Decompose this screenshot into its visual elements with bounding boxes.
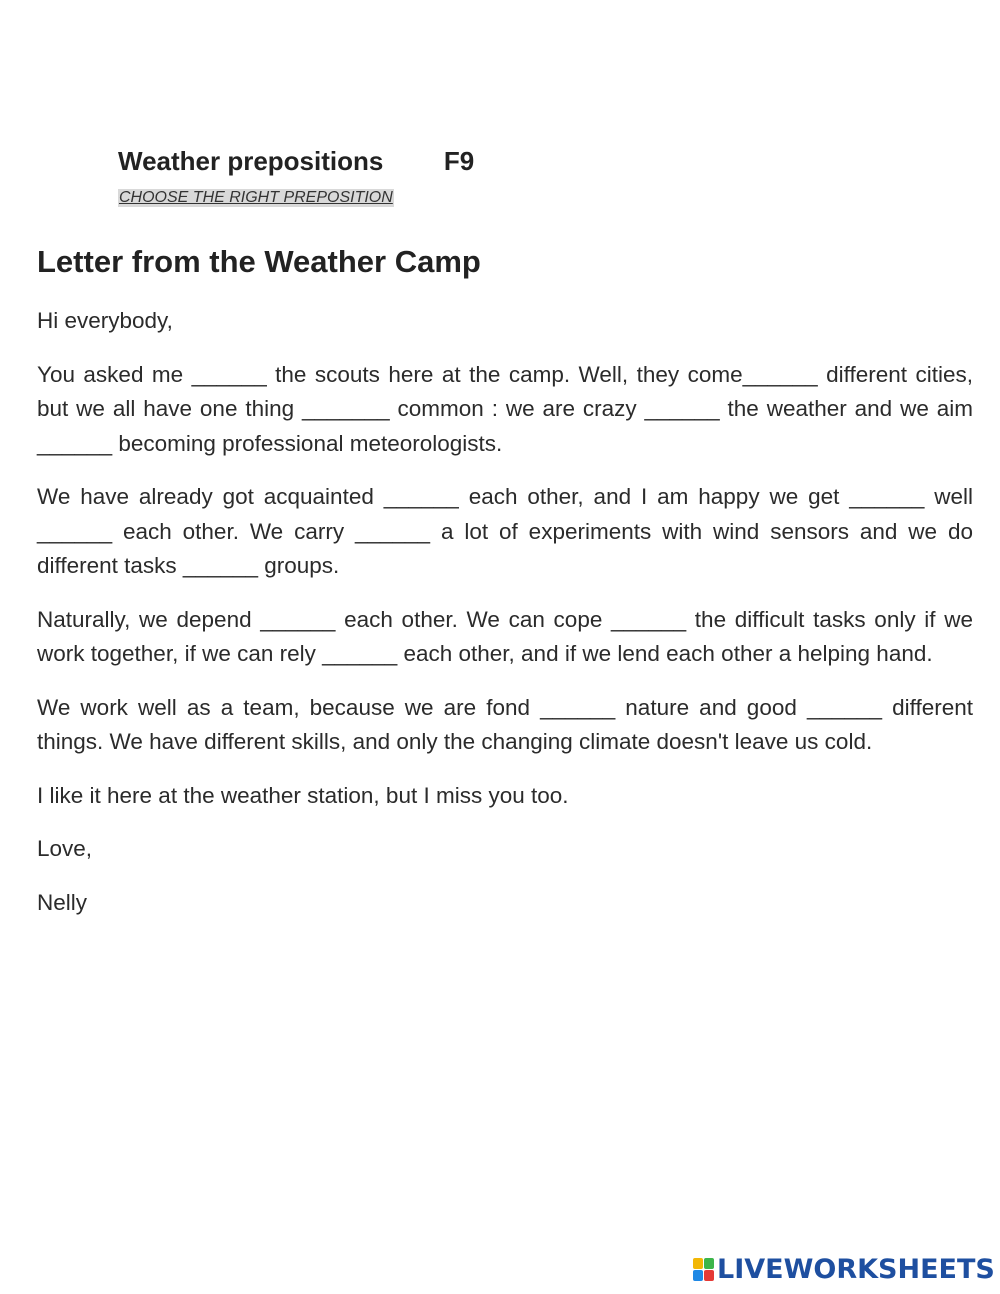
worksheet-title-line [118, 146, 474, 177]
letter-paragraph-2: We have already got acquainted ______ each other, and I am happy we get ______ well ______ each other. We carry ______ a lot of experiments with wind sensors and we do different tasks ______ groups. [37, 484, 973, 578]
letter-closing: Love, [37, 836, 93, 861]
letter [37, 244, 973, 939]
letter-paragraph-1: You asked me ______ the scouts here at the camp. Well, they come______ different cities, but we all have one thing _______ common : we are crazy ______ the weather and we aim ______ becoming professional meteorologists. [37, 361, 973, 456]
logo-square-3 [693, 1270, 703, 1281]
liveworksheets-logo-text: LIVEWORKSHEETS [717, 1254, 995, 1285]
letter-title: Letter from the Weather Camp [37, 244, 481, 279]
liveworksheets-logo-icon [693, 1258, 714, 1281]
logo-square-4 [704, 1270, 714, 1281]
letter-signature: Nelly [37, 889, 88, 915]
letter-paragraph-3: Naturally, we depend ______ each other. We can cope ______ the difficult tasks only if we work together, if we can rely ______ each other, and if we lend each other a helping hand. [37, 606, 973, 666]
worksheet-code: F9 [443, 146, 475, 176]
worksheet-title: Weather prepositions [118, 146, 384, 176]
logo-square-1 [693, 1258, 703, 1269]
worksheet-instruction: CHOOSE THE RIGHT PREPOSITION [119, 189, 393, 206]
logo-square-2 [704, 1258, 714, 1269]
letter-greeting: Hi everybody, [37, 308, 173, 333]
worksheet-header [118, 146, 474, 207]
letter-paragraph-5: I like it here at the weather station, but I miss you too. [37, 782, 569, 808]
letter-paragraph-4: We work well as a team, because we are fond ______ nature and good ______ different things. We have different skills, and only the changing climate doesn't leave us cold. [37, 694, 973, 754]
liveworksheets-logo [693, 1254, 995, 1285]
